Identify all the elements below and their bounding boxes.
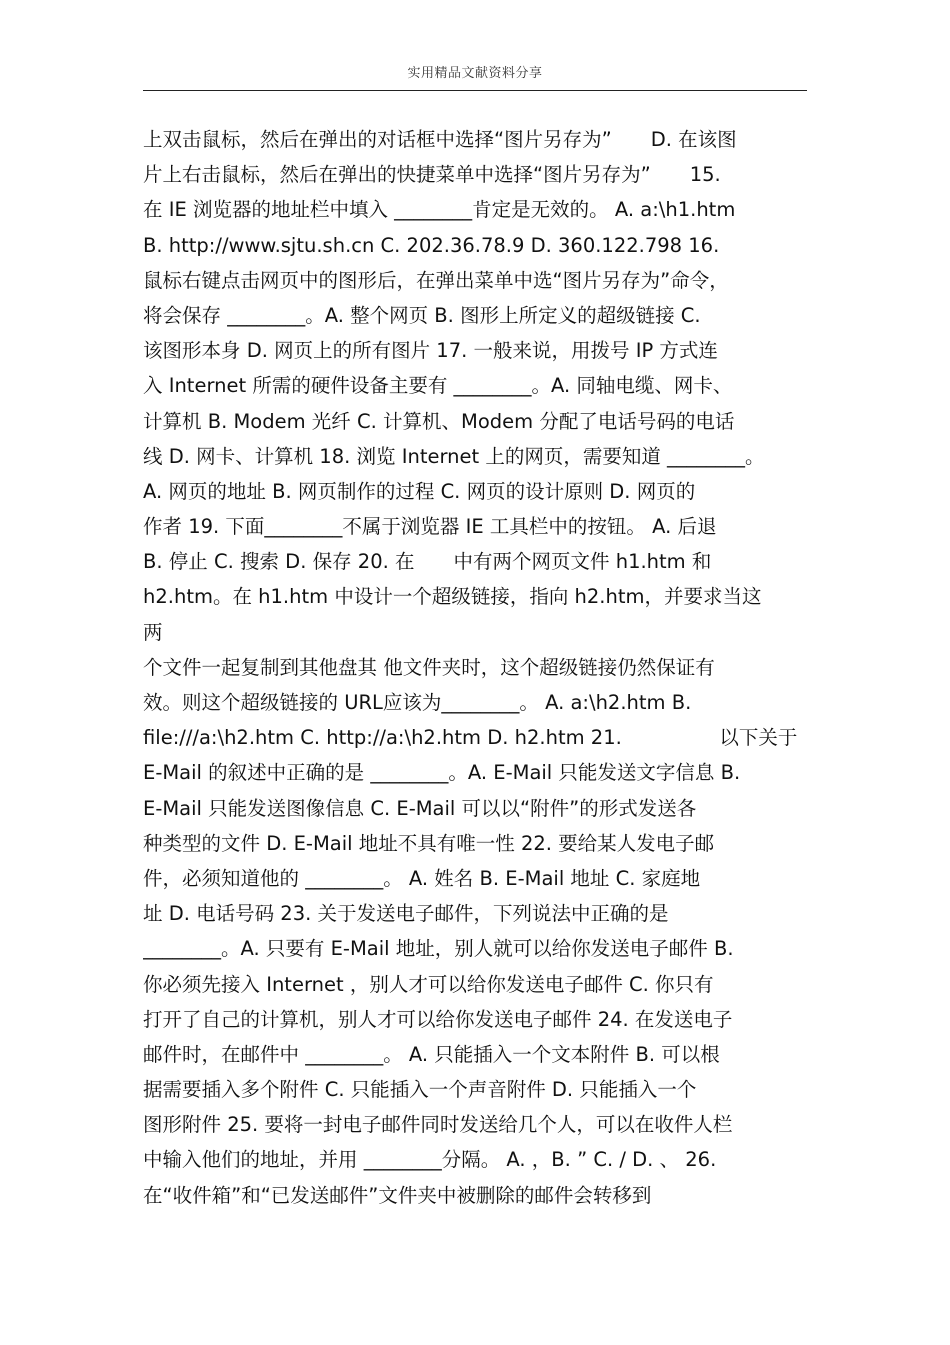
body-line: file:///a:\h2.htm C. http://a:\h2.htm D. h2.htm 21. 以下关于 <box>143 726 798 750</box>
body-line: 图形附件 25. 要将一封电子邮件同时发送给几个人，可以在收件人栏 <box>143 1113 733 1137</box>
body-line: A. 网页的地址 B. 网页制作的过程 C. 网页的设计原则 D. 网页的 <box>143 479 696 503</box>
body-line: B. http://www.sjtu.sh.cn C. 202.36.78.9 D. 360.122.798 16. <box>143 233 720 257</box>
body-line: E-Mail 只能发送图像信息 C. E-Mail 可以以“附件”的形式发送各 <box>143 796 697 820</box>
body-line: 据需要插入多个附件 C. 只能插入一个声音附件 D. 只能插入一个 <box>143 1078 697 1102</box>
body-line: 入 Internet 所需的硬件设备主要有 ________。A. 同轴电缆、网卡、 <box>143 374 733 398</box>
body-line: E-Mail 的叙述中正确的是 ________。A. E-Mail 只能发送文字信息 B. <box>143 761 741 785</box>
body-line: 打开了自己的计算机，别人才可以给你发送电子邮件 24. 在发送电子 <box>143 1007 733 1031</box>
body-line: 将会保存 ________。A. 整个网页 B. 图形上所定义的超级链接 C. <box>143 303 701 327</box>
body-line: 上双击鼠标，然后在弹出的对话框中选择“图片另存为” D. 在该图 <box>143 128 737 151</box>
body-line: 件，必须知道他的 ________。 A. 姓名 B. E-Mail 地址 C. 家庭地 <box>143 866 701 890</box>
body-line: 个文件一起复制到其他盘其 他文件夹时，这个超级链接仍然保证有 <box>143 655 715 679</box>
body-line: 计算机 B. Modem 光纤 C. 计算机、Modem 分配了电话号码的电话 <box>143 409 735 433</box>
body-line: 在“收件箱”和“已发送邮件”文件夹中被删除的邮件会转移到 <box>143 1183 652 1207</box>
body-line: 两 <box>143 620 163 644</box>
body-line: 鼠标右键点击网页中的图形后，在弹出菜单中选“图片另存为”命令， <box>143 268 729 292</box>
body-line: B. 停止 C. 搜索 D. 保存 20. 在 中有两个网页文件 h1.htm 和 <box>143 550 712 574</box>
page-header: 实用精品文献资料分享 <box>407 66 543 81</box>
body-line: 线 D. 网卡、计算机 18. 浏览 Internet 上的网页，需要知道 ________。 <box>143 444 765 468</box>
body-line: 址 D. 电话号码 23. 关于发送电子邮件，下列说法中正确的是 <box>143 902 669 926</box>
header-divider <box>143 90 807 91</box>
body-line: 种类型的文件 D. E-Mail 地址不具有唯一性 22. 要给某人发电子邮 <box>143 831 715 855</box>
body-line: 该图形本身 D. 网页上的所有图片 17. 一般来说，用拨号 IP 方式连 <box>143 339 718 363</box>
body-line: 中输入他们的地址，并用 ________分隔。 A. ，B. ” C. / D. 、 26. <box>143 1148 717 1172</box>
body-line: 效。则这个超级链接的 URL应该为________。 A. a:\h2.htm B. <box>143 691 692 714</box>
document-body <box>143 122 815 1213</box>
body-line: 邮件时，在邮件中 ________。 A. 只能插入一个文本附件 B. 可以根 <box>143 1042 720 1066</box>
body-line: h2.htm。在 h1.htm 中设计一个超级链接，指向 h2.htm，并要求当这 <box>143 585 762 609</box>
body-line: 片上右击鼠标，然后在弹出的快捷菜单中选择“图片另存为” 15. <box>143 163 721 187</box>
body-line: 作者 19. 下面________不属于浏览器 IE 工具栏中的按钮。 A. 后退 <box>143 515 717 539</box>
body-line: ________。A. 只要有 E-Mail 地址，别人就可以给你发送电子邮件 B. <box>143 937 734 961</box>
body-line: 在 IE 浏览器的地址栏中填入 ________肯定是无效的。 A. a:\h1.htm <box>143 198 736 222</box>
body-line: 你必须先接入 Internet ，别人才可以给你发送电子邮件 C. 你只有 <box>143 972 714 996</box>
